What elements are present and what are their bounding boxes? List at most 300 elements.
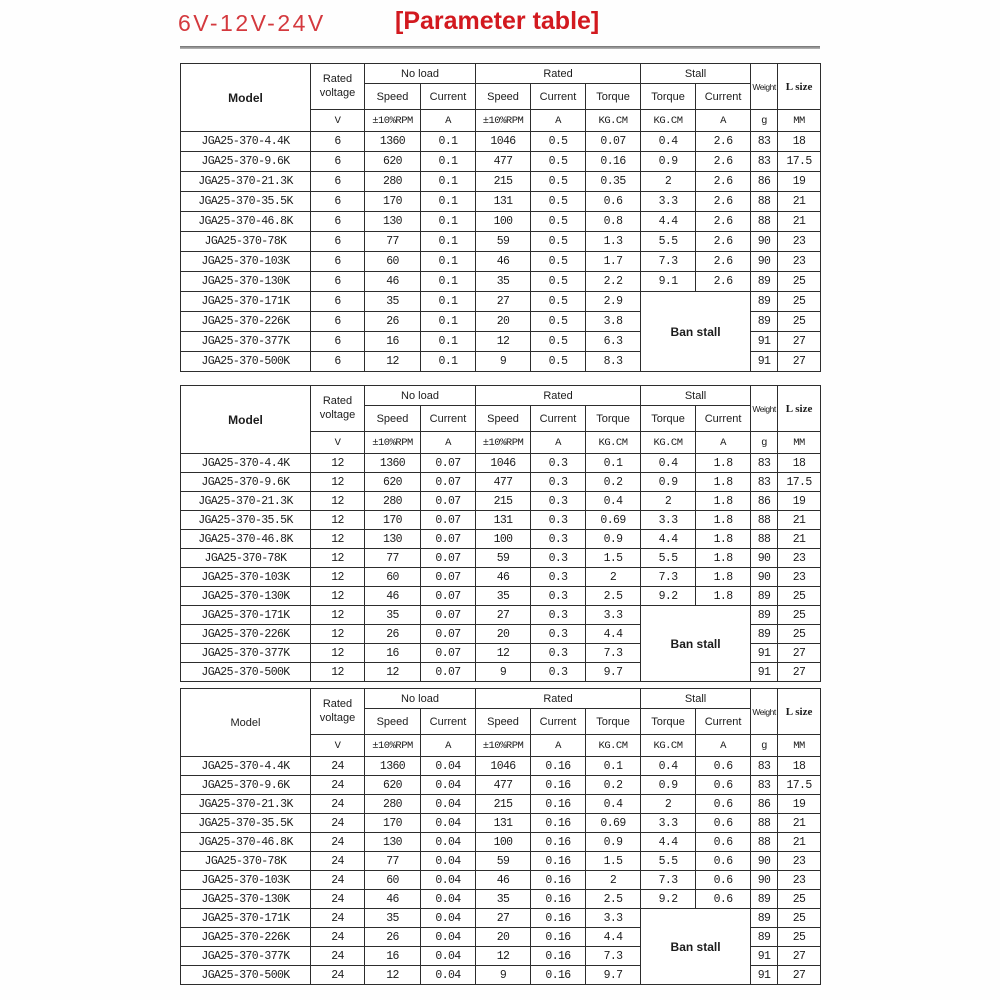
cell-rated-current: 0.5 (531, 152, 586, 172)
cell-no-load-current: 0.04 (421, 871, 476, 890)
cell-model: JGA25-370-4.4K (181, 132, 311, 152)
unit-stall-torque: KG.CM (641, 735, 696, 757)
cell-l-size: 27 (778, 966, 821, 985)
cell-l-size: 23 (778, 549, 821, 568)
unit-rated-current: A (531, 432, 586, 454)
cell-stall-current: 2.6 (696, 272, 751, 292)
page-title: [Parameter table] (395, 7, 600, 35)
column-header-l-size: L size (778, 689, 821, 735)
cell-rated-voltage: 24 (311, 852, 365, 871)
cell-l-size: 27 (778, 332, 821, 352)
cell-stall-current: 1.8 (696, 473, 751, 492)
cell-no-load-speed: 620 (365, 473, 421, 492)
cell-l-size: 27 (778, 352, 821, 372)
cell-rated-speed: 131 (476, 814, 531, 833)
unit-stall-torque: KG.CM (641, 432, 696, 454)
cell-stall-torque: 2 (641, 795, 696, 814)
cell-no-load-speed: 170 (365, 814, 421, 833)
table-row (181, 852, 821, 871)
cell-rated-speed: 46 (476, 252, 531, 272)
cell-rated-voltage: 24 (311, 947, 365, 966)
cell-no-load-current: 0.04 (421, 757, 476, 776)
column-header-weight: Weight (751, 386, 778, 432)
cell-no-load-current: 0.1 (421, 312, 476, 332)
table-row (181, 587, 821, 606)
cell-rated-speed: 12 (476, 332, 531, 352)
cell-rated-torque: 0.9 (586, 833, 641, 852)
cell-rated-speed: 9 (476, 663, 531, 682)
cell-rated-speed: 20 (476, 625, 531, 644)
column-header-no-load-speed: Speed (365, 84, 421, 110)
cell-rated-current: 0.16 (531, 776, 586, 795)
cell-no-load-current: 0.1 (421, 332, 476, 352)
cell-model: JGA25-370-35.5K (181, 192, 311, 212)
cell-no-load-current: 0.04 (421, 890, 476, 909)
cell-stall-current: 0.6 (696, 890, 751, 909)
cell-no-load-current: 0.04 (421, 814, 476, 833)
cell-no-load-speed: 77 (365, 232, 421, 252)
cell-rated-speed: 59 (476, 549, 531, 568)
cell-weight: 83 (751, 473, 778, 492)
cell-weight: 91 (751, 352, 778, 372)
cell-model: JGA25-370-78K (181, 549, 311, 568)
cell-no-load-current: 0.04 (421, 909, 476, 928)
parameter-table-6v (180, 63, 821, 372)
cell-rated-current: 0.3 (531, 473, 586, 492)
cell-rated-current: 0.3 (531, 454, 586, 473)
cell-rated-torque: 0.1 (586, 757, 641, 776)
cell-rated-torque: 2 (586, 871, 641, 890)
cell-rated-torque: 3.3 (586, 909, 641, 928)
cell-no-load-speed: 77 (365, 852, 421, 871)
cell-rated-torque: 7.3 (586, 947, 641, 966)
column-header-rated-torque: Torque (586, 709, 641, 735)
table-row (181, 530, 821, 549)
cell-rated-current: 0.5 (531, 252, 586, 272)
cell-stall-torque: 3.3 (641, 814, 696, 833)
cell-no-load-current: 0.1 (421, 292, 476, 312)
group-header-no-load: No load (365, 64, 476, 84)
column-header-model: Model (181, 64, 311, 132)
cell-no-load-current: 0.07 (421, 511, 476, 530)
cell-model: JGA25-370-103K (181, 568, 311, 587)
cell-stall-torque: 4.4 (641, 212, 696, 232)
cell-rated-voltage: 6 (311, 132, 365, 152)
cell-rated-voltage: 24 (311, 814, 365, 833)
cell-rated-speed: 477 (476, 776, 531, 795)
column-header-rated-speed: Speed (476, 84, 531, 110)
cell-rated-torque: 1.7 (586, 252, 641, 272)
table-row (181, 132, 821, 152)
cell-rated-torque: 0.16 (586, 152, 641, 172)
cell-no-load-speed: 77 (365, 549, 421, 568)
cell-rated-speed: 20 (476, 928, 531, 947)
cell-no-load-speed: 1360 (365, 757, 421, 776)
cell-rated-current: 0.5 (531, 272, 586, 292)
cell-no-load-current: 0.1 (421, 172, 476, 192)
cell-no-load-speed: 130 (365, 530, 421, 549)
cell-rated-voltage: 12 (311, 473, 365, 492)
cell-stall-current: 0.6 (696, 871, 751, 890)
column-header-l-size: L size (778, 386, 821, 432)
cell-rated-torque: 6.3 (586, 332, 641, 352)
cell-rated-torque: 2.5 (586, 890, 641, 909)
cell-no-load-current: 0.07 (421, 454, 476, 473)
cell-rated-current: 0.3 (531, 568, 586, 587)
cell-rated-voltage: 6 (311, 352, 365, 372)
cell-rated-current: 0.3 (531, 644, 586, 663)
cell-stall-current: 1.8 (696, 511, 751, 530)
cell-weight: 88 (751, 192, 778, 212)
cell-rated-torque: 4.4 (586, 625, 641, 644)
cell-rated-torque: 0.8 (586, 212, 641, 232)
cell-no-load-current: 0.1 (421, 132, 476, 152)
table-row (181, 757, 821, 776)
cell-no-load-current: 0.1 (421, 252, 476, 272)
cell-rated-voltage: 12 (311, 492, 365, 511)
table-header (181, 386, 821, 454)
cell-rated-voltage: 6 (311, 332, 365, 352)
cell-rated-speed: 1046 (476, 757, 531, 776)
column-header-rated-torque: Torque (586, 406, 641, 432)
group-header-no-load: No load (365, 689, 476, 709)
cell-no-load-current: 0.04 (421, 852, 476, 871)
cell-rated-torque: 7.3 (586, 644, 641, 663)
cell-rated-speed: 1046 (476, 454, 531, 473)
cell-rated-voltage: 12 (311, 568, 365, 587)
cell-model: JGA25-370-35.5K (181, 511, 311, 530)
cell-weight: 91 (751, 332, 778, 352)
group-header-row (181, 64, 821, 84)
column-header-rated-speed: Speed (476, 406, 531, 432)
cell-stall-current: 0.6 (696, 814, 751, 833)
column-header-no-load-speed: Speed (365, 406, 421, 432)
cell-rated-torque: 0.69 (586, 814, 641, 833)
cell-rated-voltage: 12 (311, 530, 365, 549)
cell-rated-torque: 3.3 (586, 606, 641, 625)
table-row (181, 795, 821, 814)
table-row (181, 871, 821, 890)
cell-rated-torque: 0.4 (586, 795, 641, 814)
cell-rated-voltage: 6 (311, 212, 365, 232)
cell-rated-voltage: 12 (311, 644, 365, 663)
cell-model: JGA25-370-21.3K (181, 492, 311, 511)
cell-rated-speed: 27 (476, 606, 531, 625)
cell-model: JGA25-370-500K (181, 966, 311, 985)
cell-no-load-current: 0.07 (421, 473, 476, 492)
table-row (181, 549, 821, 568)
cell-no-load-current: 0.04 (421, 966, 476, 985)
cell-weight: 91 (751, 663, 778, 682)
cell-no-load-current: 0.1 (421, 352, 476, 372)
column-header-rated-current: Current (531, 709, 586, 735)
cell-stall-torque: 3.3 (641, 511, 696, 530)
cell-model: JGA25-370-46.8K (181, 833, 311, 852)
unit-voltage: V (311, 432, 365, 454)
cell-rated-torque: 1.3 (586, 232, 641, 252)
table-row (181, 252, 821, 272)
unit-weight: g (751, 432, 778, 454)
unit-stall-torque: KG.CM (641, 110, 696, 132)
unit-no-load-current: A (421, 110, 476, 132)
column-header-rated-current: Current (531, 84, 586, 110)
cell-stall-current: 1.8 (696, 549, 751, 568)
cell-rated-speed: 46 (476, 568, 531, 587)
cell-no-load-current: 0.07 (421, 549, 476, 568)
cell-rated-voltage: 12 (311, 663, 365, 682)
cell-l-size: 25 (778, 312, 821, 332)
cell-rated-speed: 35 (476, 272, 531, 292)
cell-rated-voltage: 6 (311, 272, 365, 292)
cell-rated-torque: 1.5 (586, 549, 641, 568)
table-row (181, 776, 821, 795)
cell-no-load-speed: 35 (365, 292, 421, 312)
cell-stall-current: 1.8 (696, 492, 751, 511)
cell-rated-voltage: 24 (311, 871, 365, 890)
cell-l-size: 21 (778, 212, 821, 232)
cell-rated-voltage: 24 (311, 757, 365, 776)
cell-model: JGA25-370-130K (181, 890, 311, 909)
unit-no-load-speed: ±10%RPM (365, 735, 421, 757)
cell-stall-current: 0.6 (696, 833, 751, 852)
cell-stall-torque: 7.3 (641, 568, 696, 587)
cell-rated-voltage: 6 (311, 152, 365, 172)
cell-rated-current: 0.3 (531, 492, 586, 511)
unit-l-size: MM (778, 432, 821, 454)
cell-model: JGA25-370-46.8K (181, 212, 311, 232)
cell-rated-current: 0.5 (531, 232, 586, 252)
cell-rated-torque: 0.2 (586, 473, 641, 492)
cell-rated-current: 0.16 (531, 947, 586, 966)
table-row (181, 232, 821, 252)
table-row (181, 890, 821, 909)
cell-rated-voltage: 6 (311, 232, 365, 252)
cell-weight: 86 (751, 795, 778, 814)
column-header-rated-speed: Speed (476, 709, 531, 735)
cell-no-load-speed: 280 (365, 492, 421, 511)
cell-model: JGA25-370-46.8K (181, 530, 311, 549)
group-header-stall: Stall (641, 64, 751, 84)
cell-no-load-current: 0.1 (421, 232, 476, 252)
cell-rated-voltage: 12 (311, 606, 365, 625)
column-header-stall-torque: Torque (641, 709, 696, 735)
cell-rated-current: 0.16 (531, 833, 586, 852)
table-row (181, 473, 821, 492)
cell-rated-torque: 0.69 (586, 511, 641, 530)
cell-l-size: 19 (778, 492, 821, 511)
parameter-table-12v (180, 385, 821, 682)
cell-rated-torque: 4.4 (586, 928, 641, 947)
cell-model: JGA25-370-226K (181, 312, 311, 332)
unit-rated-torque: KG.CM (586, 110, 641, 132)
cell-rated-torque: 9.7 (586, 966, 641, 985)
cell-rated-current: 0.5 (531, 292, 586, 312)
cell-stall-torque: 9.2 (641, 587, 696, 606)
cell-rated-voltage: 24 (311, 795, 365, 814)
column-header-stall-current: Current (696, 406, 751, 432)
ban-stall-cell: Ban stall (641, 292, 751, 372)
cell-model: JGA25-370-9.6K (181, 473, 311, 492)
cell-no-load-current: 0.1 (421, 212, 476, 232)
cell-rated-torque: 0.2 (586, 776, 641, 795)
cell-stall-torque: 2 (641, 172, 696, 192)
cell-l-size: 21 (778, 192, 821, 212)
cell-weight: 89 (751, 292, 778, 312)
cell-rated-speed: 9 (476, 966, 531, 985)
parameter-table-24v (180, 688, 821, 985)
cell-rated-speed: 9 (476, 352, 531, 372)
cell-stall-torque: 2 (641, 492, 696, 511)
cell-weight: 88 (751, 511, 778, 530)
cell-weight: 86 (751, 172, 778, 192)
table-header (181, 64, 821, 132)
column-header-model: Model (181, 386, 311, 454)
cell-model: JGA25-370-9.6K (181, 152, 311, 172)
cell-rated-voltage: 12 (311, 454, 365, 473)
table-row (181, 511, 821, 530)
unit-rated-current: A (531, 735, 586, 757)
cell-no-load-speed: 35 (365, 909, 421, 928)
cell-stall-torque: 9.1 (641, 272, 696, 292)
unit-rated-current: A (531, 110, 586, 132)
cell-l-size: 23 (778, 852, 821, 871)
cell-rated-torque: 2.9 (586, 292, 641, 312)
cell-rated-speed: 1046 (476, 132, 531, 152)
cell-rated-torque: 0.35 (586, 172, 641, 192)
unit-rated-speed: ±10%RPM (476, 432, 531, 454)
cell-model: JGA25-370-103K (181, 252, 311, 272)
cell-rated-torque: 1.5 (586, 852, 641, 871)
cell-stall-torque: 4.4 (641, 530, 696, 549)
cell-stall-current: 2.6 (696, 132, 751, 152)
cell-no-load-current: 0.04 (421, 776, 476, 795)
cell-stall-current: 2.6 (696, 192, 751, 212)
cell-no-load-speed: 280 (365, 795, 421, 814)
cell-stall-current: 2.6 (696, 212, 751, 232)
group-header-stall: Stall (641, 386, 751, 406)
cell-no-load-current: 0.04 (421, 947, 476, 966)
cell-rated-voltage: 12 (311, 511, 365, 530)
column-header-stall-torque: Torque (641, 84, 696, 110)
cell-no-load-speed: 1360 (365, 454, 421, 473)
cell-no-load-speed: 620 (365, 152, 421, 172)
cell-rated-current: 0.5 (531, 312, 586, 332)
cell-stall-current: 1.8 (696, 530, 751, 549)
cell-no-load-current: 0.07 (421, 625, 476, 644)
cell-l-size: 18 (778, 757, 821, 776)
cell-rated-speed: 100 (476, 833, 531, 852)
divider-line (180, 46, 820, 49)
cell-rated-current: 0.16 (531, 795, 586, 814)
cell-model: JGA25-370-130K (181, 272, 311, 292)
cell-weight: 83 (751, 152, 778, 172)
cell-no-load-current: 0.07 (421, 530, 476, 549)
table-row (181, 606, 821, 625)
cell-l-size: 21 (778, 814, 821, 833)
cell-model: JGA25-370-78K (181, 232, 311, 252)
group-header-row (181, 689, 821, 709)
unit-stall-current: A (696, 110, 751, 132)
cell-rated-torque: 0.4 (586, 492, 641, 511)
cell-model: JGA25-370-103K (181, 871, 311, 890)
cell-rated-speed: 27 (476, 292, 531, 312)
cell-model: JGA25-370-4.4K (181, 757, 311, 776)
cell-rated-torque: 3.8 (586, 312, 641, 332)
cell-rated-current: 0.3 (531, 511, 586, 530)
group-header-no-load: No load (365, 386, 476, 406)
column-header-rated-voltage: Rated voltage (311, 64, 365, 110)
cell-l-size: 25 (778, 625, 821, 644)
cell-weight: 91 (751, 947, 778, 966)
cell-rated-voltage: 6 (311, 252, 365, 272)
cell-rated-current: 0.3 (531, 549, 586, 568)
cell-no-load-speed: 35 (365, 606, 421, 625)
cell-no-load-speed: 12 (365, 352, 421, 372)
group-header-rated: Rated (476, 689, 641, 709)
cell-l-size: 17.5 (778, 473, 821, 492)
cell-model: JGA25-370-171K (181, 606, 311, 625)
cell-weight: 89 (751, 587, 778, 606)
cell-l-size: 25 (778, 272, 821, 292)
cell-model: JGA25-370-130K (181, 587, 311, 606)
table-row (181, 272, 821, 292)
cell-l-size: 25 (778, 909, 821, 928)
cell-no-load-current: 0.04 (421, 928, 476, 947)
cell-rated-current: 0.3 (531, 606, 586, 625)
cell-l-size: 23 (778, 232, 821, 252)
ban-stall-cell: Ban stall (641, 606, 751, 682)
unit-no-load-speed: ±10%RPM (365, 110, 421, 132)
table-body (181, 757, 821, 985)
cell-stall-torque: 5.5 (641, 549, 696, 568)
cell-rated-torque: 2.5 (586, 587, 641, 606)
cell-l-size: 25 (778, 587, 821, 606)
cell-rated-speed: 477 (476, 152, 531, 172)
cell-weight: 91 (751, 966, 778, 985)
cell-weight: 88 (751, 530, 778, 549)
cell-stall-current: 1.8 (696, 587, 751, 606)
cell-rated-speed: 215 (476, 795, 531, 814)
cell-no-load-current: 0.04 (421, 795, 476, 814)
cell-l-size: 18 (778, 132, 821, 152)
cell-stall-torque: 0.9 (641, 776, 696, 795)
cell-model: JGA25-370-4.4K (181, 454, 311, 473)
cell-stall-current: 0.6 (696, 795, 751, 814)
table-row (181, 152, 821, 172)
table-row (181, 172, 821, 192)
cell-stall-current: 2.6 (696, 152, 751, 172)
cell-stall-torque: 9.2 (641, 890, 696, 909)
cell-model: JGA25-370-377K (181, 644, 311, 663)
unit-no-load-current: A (421, 432, 476, 454)
cell-rated-current: 0.5 (531, 172, 586, 192)
cell-weight: 88 (751, 814, 778, 833)
cell-weight: 89 (751, 312, 778, 332)
cell-rated-speed: 59 (476, 232, 531, 252)
cell-no-load-speed: 26 (365, 312, 421, 332)
cell-no-load-speed: 12 (365, 663, 421, 682)
cell-no-load-current: 0.1 (421, 152, 476, 172)
column-header-stall-current: Current (696, 84, 751, 110)
cell-no-load-speed: 130 (365, 833, 421, 852)
column-header-rated-voltage: Rated voltage (311, 689, 365, 735)
cell-rated-current: 0.3 (531, 625, 586, 644)
cell-no-load-speed: 46 (365, 890, 421, 909)
table-row (181, 212, 821, 232)
cell-rated-current: 0.5 (531, 132, 586, 152)
cell-weight: 90 (751, 232, 778, 252)
cell-stall-current: 0.6 (696, 776, 751, 795)
